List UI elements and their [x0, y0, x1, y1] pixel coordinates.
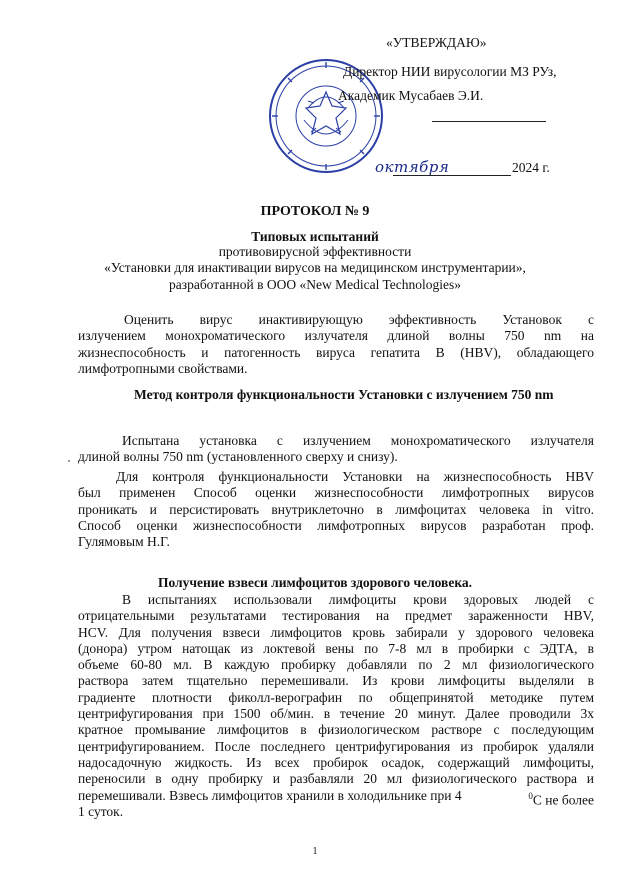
lymph-line: градиенте плотности фиколл-верографин по общепринятой методике путем [78, 689, 594, 705]
lymph-line: В испытаниях использовали лимфоциты крови здоровых людей с [122, 592, 594, 607]
subtitle-company: разработанной в ООО «New Medical Technologies» [169, 277, 461, 292]
method-line: был применен Способ оценки жизнеспособности лимфотропных вирусов [78, 485, 594, 501]
lymph-line: раствора затем тщательно перемешивали. Из крови лимфоциты выделяли в [78, 673, 594, 689]
lymph-line: объеме 60-80 мл. В каждую пробирку добавляли по 2 мл физиологического [78, 657, 594, 673]
method-line: Гулямовым Н.Г. [78, 534, 170, 550]
lymph-line: центрифугирования при 1500 об/мин. в течение 20 минут. Далее проводили 3х [78, 706, 594, 722]
degree-superscript: 0 [528, 790, 533, 801]
lymphocytes-heading: Получение взвеси лимфоцитов здорового человека. [157, 575, 473, 590]
temperature-tail: С не более [532, 792, 594, 808]
intro-line: излучением монохроматического излучателя длиной волны 750 nm на [78, 328, 594, 344]
lymph-line: HCV. Для получения взвеси лимфоцитов кровь забирали у здорового человека [78, 624, 594, 640]
method-line: Способ оценки жизнеспособности лимфотропных вирусов разработан проф. [78, 517, 594, 533]
subtitle-efficacy: противовирусной эффективности [218, 244, 412, 259]
lymph-line-temperature [78, 787, 594, 808]
lymph-line: надосадочную жидкость. Из всех пробирок осадок, содержащий лимфоциты, [78, 754, 594, 770]
subtitle-device: «Установки для инактивации вирусов на медицинском инструментарии», [104, 260, 526, 275]
scan-speck [68, 460, 70, 462]
test-type: Типовых испытаний [251, 229, 379, 244]
date-line [393, 175, 511, 176]
method-line: Для контроля функциональности Установки на жизнеспособность HBV [116, 469, 594, 484]
method-paragraph-2 [78, 469, 594, 550]
intro-paragraph [78, 312, 594, 377]
lymph-line: переносили в одну пробирку и разбавляли 20 мл физиологического раствора и [78, 771, 594, 787]
handwritten-date: октября [375, 158, 450, 176]
method-line: проникать и персистировать внутриклеточно в лимфоцитах человека in vitro. [78, 501, 594, 517]
intro-line: жизнеспособность и патогенность вируса гепатита В (HBV), обладающего [78, 344, 594, 360]
approval-title: «УТВЕРЖДАЮ» [386, 35, 487, 50]
protocol-title: ПРОТОКОЛ № 9 [260, 204, 370, 219]
method-paragraph-1 [78, 433, 594, 466]
intro-line: Оценить вирус инактивирующую эффективность Установок с [124, 312, 594, 327]
lymph-line-text: перемешивали. Взвесь лимфоцитов хранили в холодильнике при 4 [78, 787, 462, 803]
method-heading: Метод контроля функциональности Установки с излучением 750 nm [134, 387, 554, 402]
intro-line: лимфотропными свойствами. [78, 360, 248, 376]
lymph-line: центрифугированием. После последнего центрифугирования из пробирок удаляли [78, 738, 594, 754]
method-line: Испытана установка с излучением монохроматического излучателя [122, 433, 594, 448]
method-line: длиной волны 750 nm (установленного сверху и снизу). [78, 449, 398, 465]
lymphocytes-paragraph [78, 592, 594, 820]
signature-line [432, 121, 546, 122]
approval-year: 2024 г. [512, 160, 550, 175]
approver-name: Академик Мусабаев Э.И. [338, 88, 484, 103]
temperature-suffix [528, 788, 594, 808]
lymph-line: кратное промывание лимфоцитов в физиологическом растворе с последующим [78, 722, 594, 738]
approver-position: Директор НИИ вирусологии МЗ РУз, [343, 64, 557, 79]
lymph-line: (донора) утром натощак из локтевой вены по 7-8 мл в пробирки с ЭДТА, в [78, 640, 594, 656]
approval-block [0, 0, 630, 200]
lymph-line: отрицательными результатами тестирования на предмет зараженности HBV, [78, 608, 594, 624]
page-number: 1 [312, 846, 318, 857]
lymph-line: 1 суток. [78, 803, 124, 819]
